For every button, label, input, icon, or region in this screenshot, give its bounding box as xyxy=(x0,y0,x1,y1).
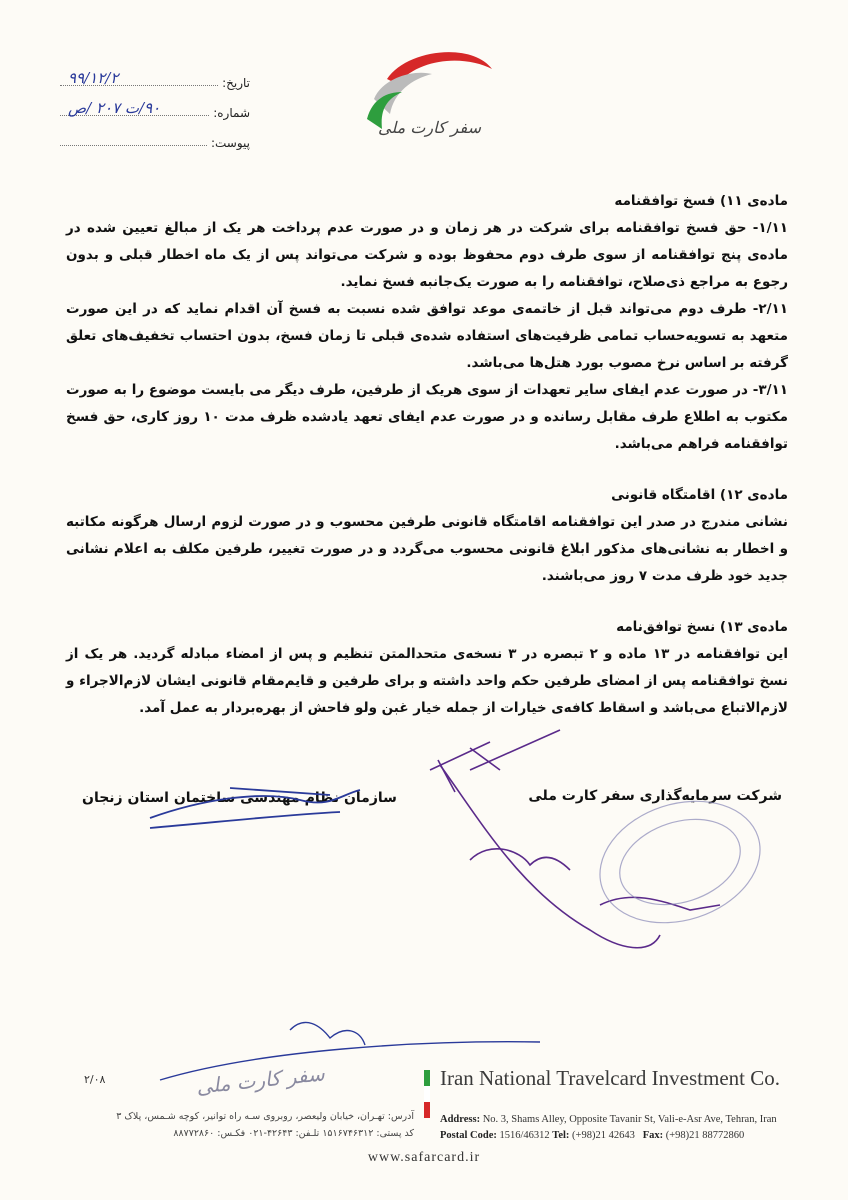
date-value: ۹۹/۱۲/۲ xyxy=(68,69,119,87)
clause-11-3: ۳/۱۱- در صورت عدم ایفای سایر تعهدات از سوی هریک از طرفین، طرف دیگر می بایست موضوع را به صورت مکتوب به اطلاع طرف مقابل رسانده و در صورت عدم ایفای تعهد یادشده ظرف مدت ۱۰ روز کاری، حق فسخ توافقنامه فراهم می‌باشد. xyxy=(66,382,788,452)
section-12-text: نشانی مندرج در صدر این توافقنامه اقامتگاه قانونی طرفین محسوب و در صورت لزوم ارسال هرگونه مکاتبه و اخطار به نشانی‌های مذکور ابلاغ قانونی محسوب می‌گردد و در صورت تغییر، طرفین مکلف به اعلام نشانی جدید خود ظرف مدت ۷ روز می‌باشند. xyxy=(66,514,788,584)
company-name-en: Iran National Travelcard Investment Co. xyxy=(440,1066,780,1090)
letter-meta xyxy=(60,60,250,150)
section-13-text: این توافقنامه در ۱۳ ماده و ۲ تبصره در ۳ نسخه‌ی متحدالمتن تنظیم و پس از امضاء مبادله گردید. هر یک از نسخ توافقنامه پس از امضای طرفین حکم واحد داشته و برای طرفین و قایم‌مقام قانونی ایشان لازم‌الاجراء و لازم‌الاتباع می‌باشد و اسقاط کافه‌ی خیارات از جمله خیار غبن ولو فاحش از بهره‌بردار به عمل آمد. xyxy=(66,646,788,716)
date-row xyxy=(60,60,250,90)
section-13-title: ماده‌ی ۱۳) نسخ توافق‌نامه xyxy=(616,619,788,635)
right-party-signature-label: شرکت سرمایه‌گذاری سفر کارت ملی xyxy=(528,788,782,804)
letter-body xyxy=(66,188,788,722)
address-en: Address: No. 3, Shams Alley, Opposite Tavanir St, Vali-e-Asr Ave, Tehran, Iran Postal Code: 1516/46312 Tel: (+98)21 42643 Fax: (+98)21 88772860 xyxy=(440,1114,777,1141)
right-company-stamp-icon xyxy=(584,781,776,942)
number-row xyxy=(60,90,250,120)
number-label: شماره: xyxy=(213,106,250,120)
address-fa-line: آدرس: تهـران، خیابان ولیعصر، روبروی سـه راه توانیر، کوچه شـمس، پلاک ۳ xyxy=(116,1111,414,1122)
date-label: تاریخ: xyxy=(222,76,250,90)
attachment-label: پیوست: xyxy=(210,136,250,150)
attachment-row xyxy=(60,120,250,150)
footer-stamp-brand: سفر کارت ملی xyxy=(195,1061,326,1099)
number-value: ۹۰/ت ۲۰۷ /ص xyxy=(68,99,161,117)
postal-fa-line: کد پستی: ۱۵۱۶۷۴۶۳۱۲ تلـفن: ۴۲۶۴۳-۰۲۱ فکـس: ۸۸۷۷۲۸۶۰ xyxy=(173,1128,414,1139)
website-link[interactable]: www.safarcard.ir xyxy=(367,1150,481,1165)
clause-11-1: ۱/۱۱- حق فسخ توافقنامه برای شرکت در هر زمان و در صورت عدم پرداخت هر یک از مبالغ تعیین شده در ماده‌ی پنج توافقنامه از سوی طرف دوم محفوظ بوده و شرکت می‌تواند پس از یک ماه اخطار قبلی و بدون رجوع به مراجع ذی‌صلاح، توافقنامه را به صورت یک‌جانبه فسخ نماید. xyxy=(66,220,788,290)
section-12-title: ماده‌ی ۱۲) اقامتگاه قانونی xyxy=(611,487,788,503)
right-signature-icon xyxy=(430,730,720,948)
logo-text: سفر کارت ملی xyxy=(378,118,481,137)
flag-stripe-icon xyxy=(424,1070,430,1118)
section-11-title: ماده‌ی ۱۱) فسخ توافقنامه xyxy=(614,193,788,209)
left-party-signature-label: سازمان نظام مهندسی ساختمان استان زنجان xyxy=(82,790,397,806)
clause-11-2: ۲/۱۱- طرف دوم می‌تواند قبل از خاتمه‌ی موعد توافق شده نسبت به فسخ آن اقدام نماید که در این صورت متعهد به تسویه‌حساب تمامی ظرفیت‌های استفاده شده‌ی قبلی تا زمان فسخ، بدون احتساب تخفیف‌های تعلق گرفته بر اساس نرخ مصوب بورد هتل‌ها می‌باشد. xyxy=(66,301,788,371)
address-fa xyxy=(116,1108,414,1142)
page-code: ۲/۰۸ xyxy=(84,1073,106,1086)
